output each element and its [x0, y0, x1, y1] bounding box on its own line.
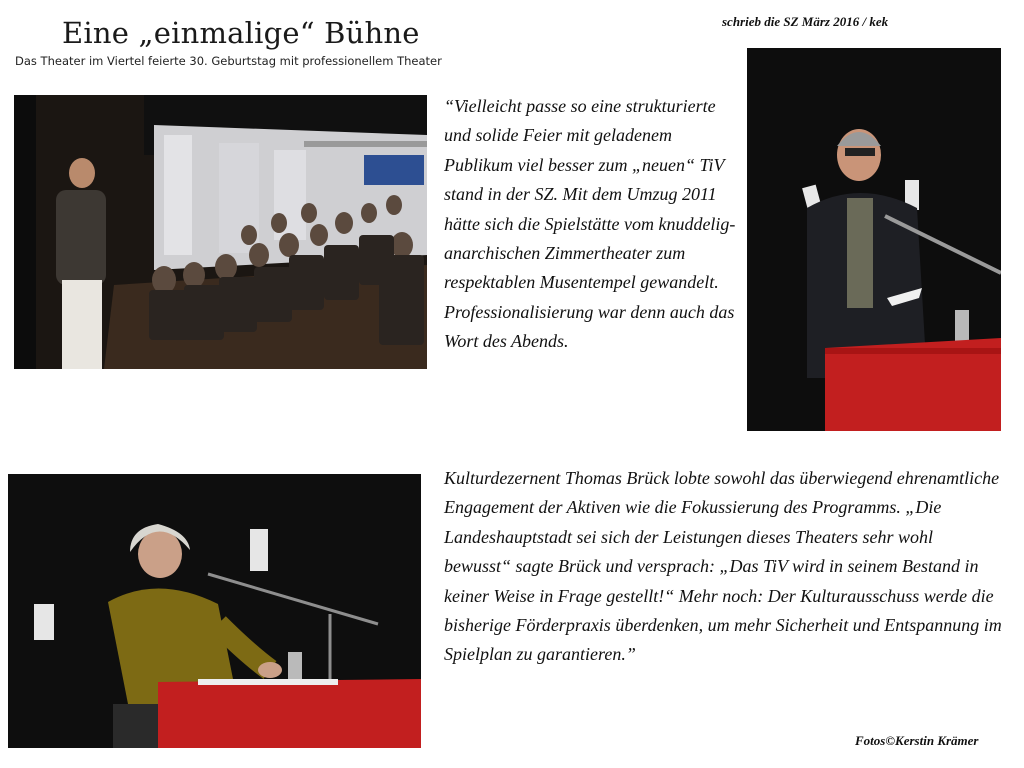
- article-quote-1: “Vielleicht passe so eine strukturierte und solide Feier mit geladenem Publikum viel besser zum „neuen“ TiV stand in der SZ. Mit dem Umzug 2011 hätte sich die Spielstätte vom knuddelig-anarchischen Zimmertheater zum respektablen Musentempel gewandelt. Professionalisierung war denn auch das Wort des Abends.: [444, 96, 736, 352]
- article-quote-2: Kulturdezernent Thomas Brück lobte sowohl das überwiegend ehrenamtliche Engagement der Aktiven wie die Fokussierung des Programms. „Die Landeshauptstadt sei sich der Leistungen dieses Theaters sehr wohl bewusst“ sagte Brück und versprach: „Das TiV wird in seinem Bestand in keiner Weise in Frage gestellt!“ Mehr noch: Der Kulturausschuss werde die bisherige Förderpraxis überdenken, um mehr Sicherheit und Entspannung im Spielplan zu garantieren.”: [444, 468, 1002, 665]
- page-title: Eine „einmalige“ Bühne: [62, 16, 420, 50]
- photo-speaker-man: [747, 48, 1001, 431]
- photo-credit: Fotos©Kerstin Krämer: [855, 733, 979, 748]
- photo-audience: [14, 95, 427, 369]
- source-note: schrieb die SZ März 2016 / kek: [722, 14, 889, 29]
- photo-speaker-woman: [8, 474, 421, 748]
- page-subtitle: Das Theater im Viertel feierte 30. Geburtstag mit professionellem Theater: [15, 54, 442, 68]
